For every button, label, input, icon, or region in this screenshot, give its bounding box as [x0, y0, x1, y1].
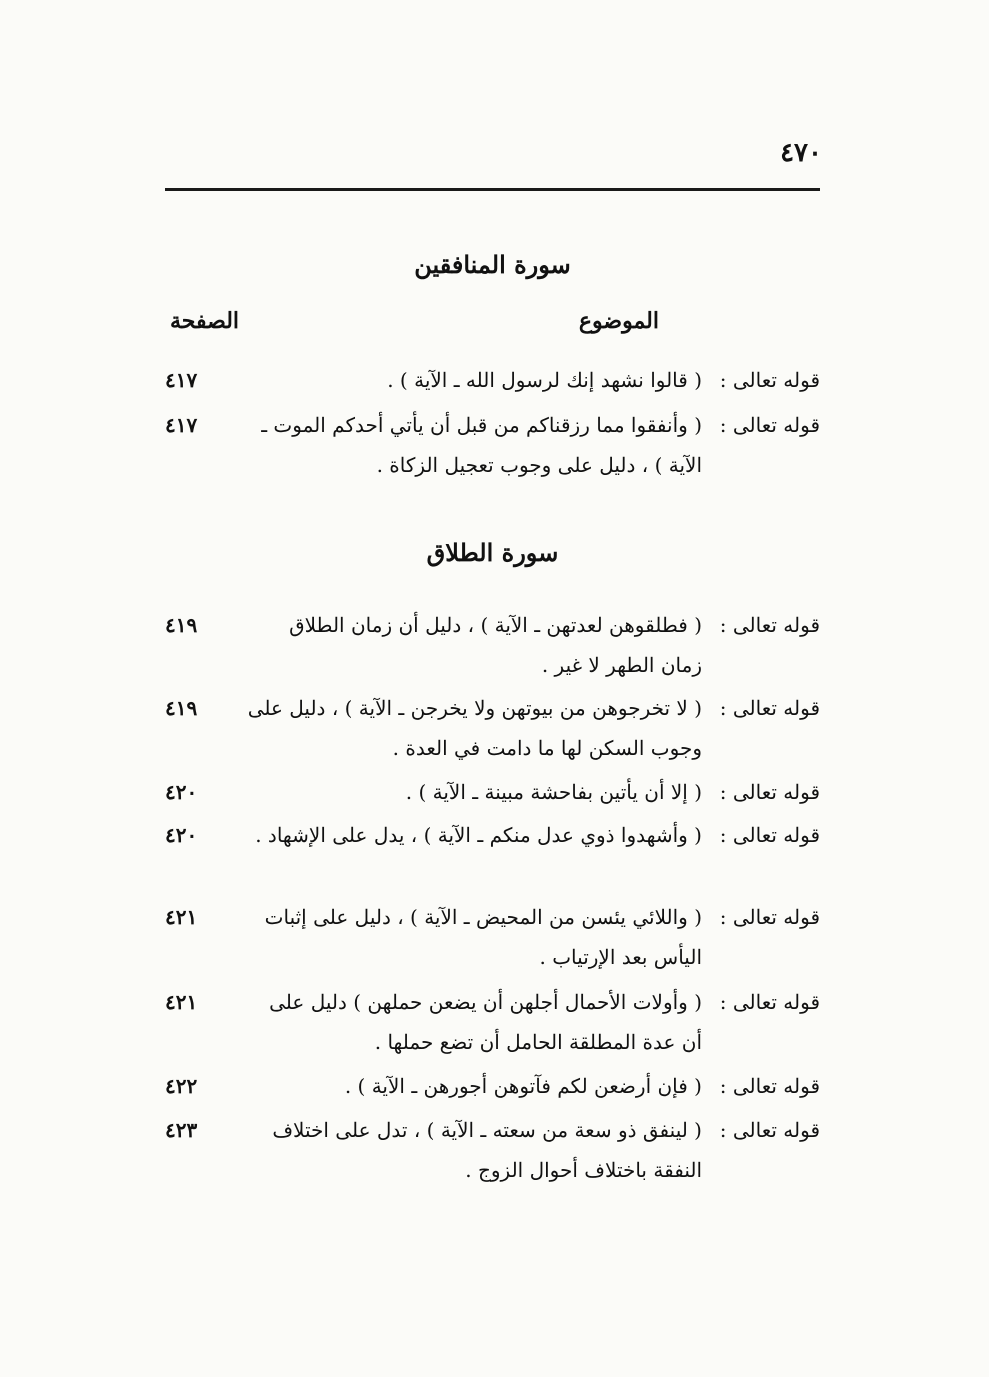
entry-page: ٤٢٣ [165, 1118, 198, 1142]
index-entry [165, 815, 820, 855]
entry-lead: قوله تعالى : [719, 823, 820, 847]
entry-text: ( قالوا نشهد إنك لرسول الله ـ الآية ) . [387, 368, 702, 392]
surah-title: سورة الطلاق [426, 538, 559, 567]
index-entry [165, 1110, 820, 1190]
entry-lead: قوله تعالى : [719, 1074, 820, 1098]
index-entry [165, 360, 820, 400]
entry-text: ( وأشهدوا ذوي عدل منكم ـ الآية ) ، يدل على الإشهاد . [255, 823, 702, 847]
entry-text: ( وأنفقوا مما رزقناكم من قبل أن يأتي أحدكم الموت ـ الآية ) ، دليل على وجوب تعجيل الزكاة . [261, 413, 702, 477]
entry-page: ٤٢١ [165, 990, 198, 1014]
entry-text: ( لينفق ذو سعة من سعته ـ الآية ) ، تدل على اختلاف النفقة باختلاف أحوال الزوج . [272, 1118, 702, 1182]
surah-title: سورة المنافقين [414, 250, 571, 279]
entry-lead: قوله تعالى : [719, 368, 820, 392]
entry-lead: قوله تعالى : [719, 413, 820, 437]
entry-page: ٤٢٠ [165, 780, 198, 804]
header-rule [165, 188, 820, 191]
entry-text: ( إلا أن يأتين بفاحشة مبينة ـ الآية ) . [405, 780, 702, 804]
entry-text: ( واللائي يئسن من المحيض ـ الآية ) ، دليل على إثبات اليأس بعد الإرتياب . [264, 905, 702, 969]
index-entry [165, 772, 820, 812]
entry-page: ٤٢٢ [165, 1074, 198, 1098]
entry-text: ( وأولات الأحمال أجلهن أن يضعن حملهن ) دليل على أن عدة المطلقة الحامل أن تضع حملها . [269, 990, 702, 1054]
index-entry [165, 605, 820, 685]
entry-page: ٤١٧ [165, 368, 198, 392]
entry-page: ٤١٩ [165, 613, 198, 637]
index-entry [165, 1066, 820, 1106]
entry-text: ( فإن أرضعن لكم فآتوهن أجورهن ـ الآية ) . [344, 1074, 702, 1098]
index-entry [165, 982, 820, 1062]
entry-lead: قوله تعالى : [719, 696, 820, 720]
entry-page: ٤٢٠ [165, 823, 198, 847]
entry-lead: قوله تعالى : [719, 1118, 820, 1142]
entry-lead: قوله تعالى : [719, 780, 820, 804]
entry-text: ( لا تخرجوهن من بيوتهن ولا يخرجن ـ الآية ) ، دليل على وجوب السكن لها ما دامت في العدة . [247, 696, 702, 760]
entry-text: ( فطلقوهن لعدتهن ـ الآية ) ، دليل أن زمان الطلاق زمان الطهر لا غير . [289, 613, 702, 677]
page-number: ٤٧٠ [780, 138, 822, 168]
column-header-topic: الموضوع [578, 308, 659, 334]
index-entry [165, 405, 820, 485]
entry-lead: قوله تعالى : [719, 905, 820, 929]
index-entry [165, 897, 820, 977]
entry-lead: قوله تعالى : [719, 990, 820, 1014]
entry-page: ٤٢١ [165, 905, 198, 929]
index-entry [165, 688, 820, 768]
entry-page: ٤١٧ [165, 413, 198, 437]
entry-lead: قوله تعالى : [719, 613, 820, 637]
column-header-page: الصفحة [170, 308, 240, 334]
entry-page: ٤١٩ [165, 696, 198, 720]
